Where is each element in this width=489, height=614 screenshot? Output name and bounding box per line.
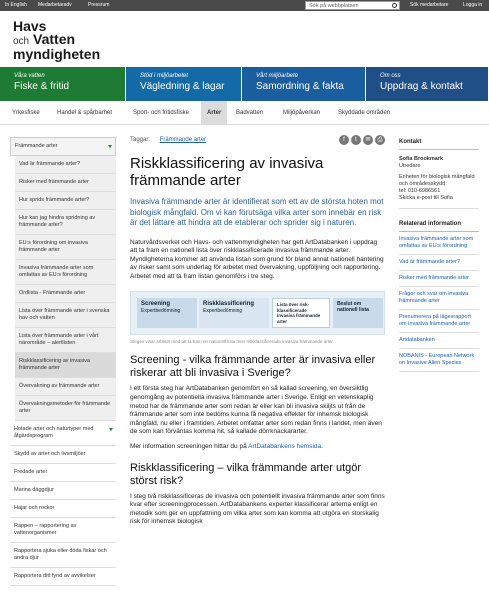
related-link[interactable]: Invasiva främmande arter som omfattas av EU:s förordning (399, 232, 479, 255)
subnav-miljopaverkan[interactable]: Miljöpåverkan (283, 110, 321, 116)
contact-heading: Kontakt (399, 137, 479, 150)
related-link[interactable]: Frågor och svar om invasiva främmande arter (399, 287, 479, 310)
subnav-yrkesfiske[interactable]: Yrkesfiske (12, 110, 40, 116)
email-icon[interactable]: ✉ (363, 135, 373, 145)
sidebar-item-label: Hotade arter och naturtyper med åtgärdsprogram (14, 426, 94, 439)
sidebar-item-label: Hur sprids främmande arter? (19, 197, 90, 203)
diagram-caption: Stegen visar arbetet med att ta fram en nationell lista över riskklassificerade invasiva främmande arter. (130, 339, 334, 345)
lead-paragraph: Invasiva främmande arter är identifierat som ett av de största hoten mot biologisk mångfald. Om vi kan förutsäga vilka arter som innebär en risk är det lättare att hindra att de etablerar och sprider sig i naturen. (130, 197, 384, 227)
diagram-step-sub: Expertbedömning (141, 308, 181, 315)
section-heading-riskklassificering: Riskklassificering – vilka främmande arter utgör störst risk? (130, 461, 362, 487)
contact-department: Enheten för biologisk mångfald och områdesskydd (399, 174, 475, 187)
diagram-step-title: Riskklassificering (203, 301, 255, 308)
chevron-down-icon[interactable] (109, 428, 113, 431)
more-info-end: . (321, 443, 323, 451)
body-paragraph: Naturvårdsverket och Havs- och vattenmyndigheten har gett ArtDatabanken i uppdrag att ta fram en nationell lista över riskklassificerade invasiva främmande arter. Myndigheterna kommer att använda listan som grund för bland annat nationell hantering av risker samt som underlag för arbetet med övervakning, uppföljning och rapportering. Arbetet med att ta fram listan genomförs i tre steg. (130, 238, 384, 280)
sidebar-item-label: Ordlista - Främmande arter (19, 290, 86, 296)
sidebar-item-label: Främmande arter (15, 143, 58, 149)
related-link[interactable]: Prenumerera på lägesrapport om invasiva främmande arter (399, 310, 479, 333)
related-link[interactable]: Vad är främmande arter? (399, 255, 479, 271)
sub-navigation (0, 101, 489, 125)
nav-small-label: Om oss (380, 73, 401, 79)
tag-link[interactable]: Främmande arter (159, 137, 207, 143)
nav-large-label: Fiske & fritid (14, 81, 70, 92)
sidebar-item-label: Övervakningsmetoder för främmande arter (19, 401, 111, 414)
diagram-step-riskklassificering (199, 298, 269, 328)
more-info-paragraph (130, 443, 385, 452)
link-medarbetare[interactable]: Medarbetaradv (38, 2, 72, 8)
sidebar-item[interactable] (15, 396, 116, 421)
sidebar-item-label: Marina däggdjur (14, 487, 54, 493)
sidebar-item[interactable] (10, 543, 116, 568)
nav-small-label: Vårt miljöarbete (256, 73, 299, 79)
link-logga-in[interactable]: Logga in (463, 2, 483, 8)
search-icon[interactable] (392, 3, 397, 8)
logo-och: och (13, 36, 30, 47)
sidebar-item-label: Vad är främmande arter? (19, 161, 81, 167)
main-content (130, 137, 385, 527)
page-title: Riskklassificering av invasiva främmande arter (130, 155, 324, 189)
diagram-step-lista (272, 298, 330, 328)
artdatabanken-link[interactable]: ArtDatabankens hemsida (248, 443, 322, 451)
sidebar-item-label: Riskklassificering av invasiva främmande arter (19, 358, 90, 371)
sidebar-item[interactable] (15, 210, 116, 235)
body-paragraph: I ett första steg har ArtDatabanken genomfört en så kallad screening, en översiktlig genomgång av potentiella invasiva främmande arter i Sverige. Enligt en vetenskaplig metod har de främmande arter som redan är eller kan bli invasiva skiljts ut från de främmande arter som inte bedöms kunna få negativa effekter för inhemsk biologisk mångfald, nu eller i framtiden. Arbetet omfattar arter som redan finns i landet, men även de som kan förväntas komma hit, så kallade dörrknackararter. (130, 385, 382, 436)
sidebar-item[interactable] (10, 568, 116, 586)
subnav-skyddade-omraden[interactable]: Skyddade områden (338, 110, 391, 116)
contact-phone: tel: 010-6986561 (399, 188, 441, 194)
sidebar-item[interactable] (15, 174, 116, 192)
search-input[interactable] (305, 1, 400, 10)
sidebar-item[interactable] (10, 421, 116, 446)
body-paragraph: I steg två riskklassificeras de invasiva och potentiellt invasiva främmande arter som finns kvar efter screeningprocessen. ArtDatabankens experter klassificerar arterna enligt en metodik som ger en uppfattning om vilka arter som kan komma att utgöra en storskalig risk för inhemsk biologisk (130, 492, 385, 526)
nav-large-label: Samordning & fakta (256, 81, 344, 92)
sidebar-item[interactable] (10, 137, 116, 156)
left-sidebar-menu (10, 137, 116, 586)
sidebar-item-label: Rapportera ditt fynd av avvikelser (14, 573, 96, 579)
sidebar-item-label: Rapportera sjuka eller döda fiskar och andra djur (14, 548, 107, 561)
nav-small-label: Stöd i miljöarbetet (140, 73, 189, 79)
sidebar-item[interactable] (15, 285, 116, 303)
nav-large-label: Vägledning & lagar (140, 81, 225, 92)
subnav-arter[interactable]: Arter (201, 101, 227, 125)
related-heading: Relaterad information (399, 219, 479, 232)
sidebar-item-label: Skydd av arter och livsmiljöer (14, 451, 86, 457)
nav-samordning-fakta[interactable] (242, 67, 366, 101)
section-heading-screening: Screening - vilka främmande arter är invasiva eller riskerar att bli invasiva i Sverige? (130, 354, 376, 380)
diagram-step-sub: Expertbedömning (203, 308, 243, 315)
sidebar-item-label: Övervakning av främmande arter (19, 383, 100, 389)
print-icon[interactable]: ⎙ (375, 135, 385, 145)
nav-vagledning-lagar[interactable] (126, 67, 242, 101)
link-pressrum[interactable]: Pressrum (88, 2, 110, 8)
sidebar-item[interactable] (15, 378, 116, 396)
sidebar-item-label: Fredade arter (14, 469, 48, 475)
sidebar-item[interactable] (10, 446, 116, 464)
sidebar-item[interactable] (15, 260, 116, 285)
sidebar-item-label: Rappen – rapportering av vattenorganismer (14, 523, 77, 536)
more-info-text: Mer information screeningen hittar du på (130, 443, 249, 451)
sidebar-item-label: Hur kan jag hindra spridning av främmande arter? (19, 215, 96, 228)
related-link[interactable]: Artdatabanken (399, 333, 479, 349)
related-link[interactable]: Risker med främmande arter (399, 271, 479, 287)
chevron-down-icon[interactable] (108, 145, 112, 148)
diagram-step-title: Screening (141, 301, 171, 308)
sidebar-item[interactable] (15, 235, 116, 260)
diagram-step-title: Lista över risk-klassificerade invasiva främmande arter (277, 302, 321, 324)
diagram-step-title: Beslut om nationell lista (337, 301, 369, 314)
link-in-english[interactable]: In English (5, 2, 27, 8)
subnav-handel[interactable]: Handel & spårbarhet (57, 110, 113, 116)
sidebar-item[interactable] (15, 156, 116, 174)
share-icons (337, 135, 385, 145)
contact-name: Sofia Brookmark (399, 156, 444, 162)
search-placeholder: Sök på webbplatsen (309, 3, 359, 9)
sidebar-item[interactable] (15, 192, 116, 210)
sidebar-item-label: Risker med främmande arter (19, 179, 89, 185)
process-diagram (130, 291, 385, 335)
nav-fiske-fritid[interactable] (0, 67, 126, 101)
contact-role: Utredare (399, 163, 421, 169)
right-sidebar (399, 137, 479, 372)
top-utility-bar (0, 0, 489, 11)
sidebar-item[interactable] (10, 464, 116, 482)
nav-small-label: Våra vatten (14, 73, 45, 79)
diagram-step-screening (137, 298, 197, 328)
contact-email-link[interactable]: Skicka e-post till Sofia (399, 195, 479, 209)
sidebar-item-label: EU:s förordning om invasiva främmande arter (19, 240, 88, 253)
link-sok-medarbetare[interactable]: Sök medarbetare (410, 2, 449, 8)
subnav-sportfiske[interactable]: Sport- och fritidsfiske (133, 110, 190, 116)
logo-line-1: Havs (13, 18, 47, 34)
sidebar-item[interactable] (15, 303, 116, 328)
main-navigation (0, 67, 489, 101)
nav-uppdrag-kontakt[interactable] (366, 67, 489, 101)
tag-label: Taggar: (130, 137, 151, 143)
tag-row (130, 137, 385, 151)
facebook-icon[interactable]: f (339, 135, 349, 145)
site-logo[interactable] (13, 20, 100, 61)
diagram-step-beslut (333, 298, 383, 328)
sidebar-item-label: Hajar och rockor (14, 505, 55, 511)
subnav-badvatten[interactable]: Badvatten (236, 110, 264, 116)
related-link[interactable]: NOBANIS - European Network on Invasive Alien Species (399, 349, 479, 372)
sidebar-item[interactable] (15, 328, 116, 353)
logo-line-3: myndigheten (13, 46, 101, 62)
nav-large-label: Uppdrag & kontakt (380, 81, 463, 92)
sidebar-item[interactable] (15, 353, 116, 378)
sidebar-item-label: Invasiva främmande arter som omfattas av EU:s förordning (19, 265, 94, 278)
sidebar-item-label: Lista över främmande arter i svenska hav och vatten (19, 308, 110, 321)
sidebar-item-label: Lista över främmande arter i vårt närområde – alertlisten (19, 333, 99, 346)
sidebar-item[interactable] (10, 482, 116, 500)
sidebar-item[interactable] (10, 518, 116, 543)
related-links (399, 232, 479, 372)
sidebar-item[interactable] (10, 500, 116, 518)
twitter-icon[interactable]: t (351, 135, 361, 145)
logo-vatten: Vatten (33, 31, 76, 47)
